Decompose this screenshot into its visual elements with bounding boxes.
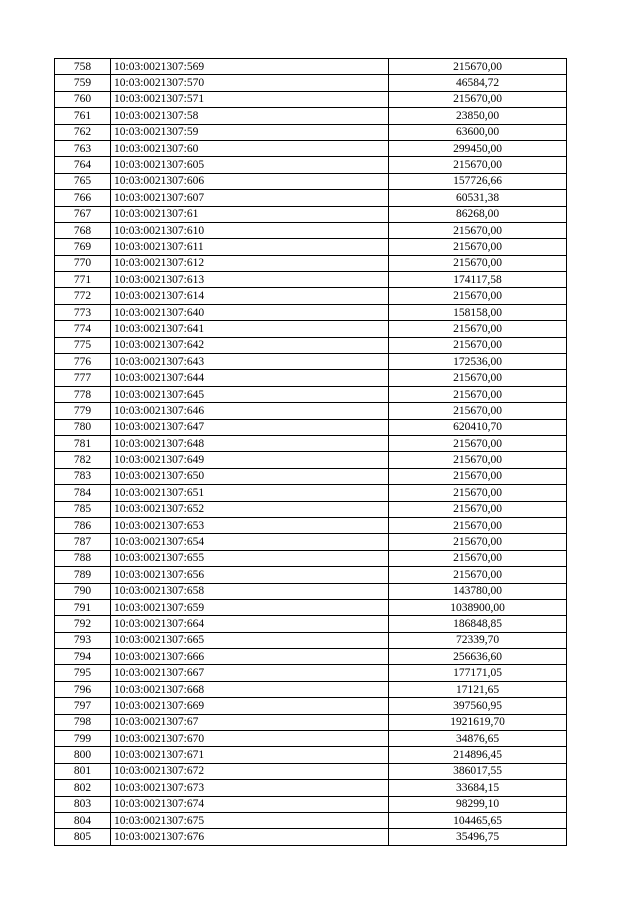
row-number-cell: 791 [55, 599, 111, 615]
row-number-cell: 803 [55, 796, 111, 812]
table-row [55, 419, 567, 435]
table-row [55, 435, 567, 451]
row-number-cell: 782 [55, 452, 111, 468]
row-number-cell: 777 [55, 370, 111, 386]
amount-cell: 86268,00 [389, 206, 567, 222]
amount-cell: 215670,00 [389, 157, 567, 173]
row-number-cell: 802 [55, 780, 111, 796]
cadastral-number-cell: 10:03:0021307:605 [111, 157, 389, 173]
table-row [55, 534, 567, 550]
amount-cell: 104465,65 [389, 812, 567, 828]
cadastral-number-cell: 10:03:0021307:611 [111, 239, 389, 255]
cadastral-number-cell: 10:03:0021307:642 [111, 337, 389, 353]
amount-cell: 1921619,70 [389, 714, 567, 730]
table-row [55, 337, 567, 353]
table-row [55, 616, 567, 632]
table-row [55, 485, 567, 501]
amount-cell: 215670,00 [389, 452, 567, 468]
cadastral-number-cell: 10:03:0021307:664 [111, 616, 389, 632]
cadastral-number-cell: 10:03:0021307:571 [111, 91, 389, 107]
row-number-cell: 801 [55, 763, 111, 779]
row-number-cell: 795 [55, 665, 111, 681]
table-row [55, 829, 567, 845]
cadastral-number-cell: 10:03:0021307:614 [111, 288, 389, 304]
amount-cell: 215670,00 [389, 485, 567, 501]
amount-cell: 386017,55 [389, 763, 567, 779]
row-number-cell: 771 [55, 272, 111, 288]
cadastral-number-cell: 10:03:0021307:59 [111, 124, 389, 140]
amount-cell: 215670,00 [389, 386, 567, 402]
amount-cell: 60531,38 [389, 190, 567, 206]
table-row [55, 190, 567, 206]
amount-cell: 215670,00 [389, 435, 567, 451]
row-number-cell: 759 [55, 75, 111, 91]
table-row [55, 649, 567, 665]
row-number-cell: 805 [55, 829, 111, 845]
cadastral-number-cell: 10:03:0021307:656 [111, 567, 389, 583]
table-row [55, 517, 567, 533]
row-number-cell: 773 [55, 304, 111, 320]
table-row [55, 731, 567, 747]
cadastral-number-cell: 10:03:0021307:647 [111, 419, 389, 435]
cadastral-number-cell: 10:03:0021307:667 [111, 665, 389, 681]
amount-cell: 620410,70 [389, 419, 567, 435]
table-row [55, 140, 567, 156]
amount-cell: 215670,00 [389, 403, 567, 419]
cadastral-number-cell: 10:03:0021307:676 [111, 829, 389, 845]
cadastral-number-cell: 10:03:0021307:671 [111, 747, 389, 763]
row-number-cell: 790 [55, 583, 111, 599]
row-number-cell: 774 [55, 321, 111, 337]
row-number-cell: 796 [55, 681, 111, 697]
amount-cell: 215670,00 [389, 255, 567, 271]
row-number-cell: 766 [55, 190, 111, 206]
row-number-cell: 785 [55, 501, 111, 517]
row-number-cell: 800 [55, 747, 111, 763]
amount-cell: 215670,00 [389, 239, 567, 255]
table-row [55, 288, 567, 304]
table-row [55, 714, 567, 730]
cadastral-number-cell: 10:03:0021307:641 [111, 321, 389, 337]
table-row [55, 304, 567, 320]
amount-cell: 98299,10 [389, 796, 567, 812]
amount-cell: 174117,58 [389, 272, 567, 288]
row-number-cell: 768 [55, 222, 111, 238]
amount-cell: 63600,00 [389, 124, 567, 140]
row-number-cell: 789 [55, 567, 111, 583]
table-row [55, 124, 567, 140]
cadastral-number-cell: 10:03:0021307:570 [111, 75, 389, 91]
row-number-cell: 783 [55, 468, 111, 484]
row-number-cell: 775 [55, 337, 111, 353]
table-row [55, 567, 567, 583]
cadastral-number-cell: 10:03:0021307:607 [111, 190, 389, 206]
amount-cell: 72339,70 [389, 632, 567, 648]
row-number-cell: 779 [55, 403, 111, 419]
row-number-cell: 787 [55, 534, 111, 550]
amount-cell: 34876,65 [389, 731, 567, 747]
table-row [55, 632, 567, 648]
table-row [55, 698, 567, 714]
amount-cell: 215670,00 [389, 91, 567, 107]
table-row [55, 403, 567, 419]
amount-cell: 158158,00 [389, 304, 567, 320]
cadastral-number-cell: 10:03:0021307:652 [111, 501, 389, 517]
row-number-cell: 769 [55, 239, 111, 255]
table-row [55, 272, 567, 288]
table-row [55, 812, 567, 828]
amount-cell: 215670,00 [389, 517, 567, 533]
amount-cell: 177171,05 [389, 665, 567, 681]
amount-cell: 215670,00 [389, 501, 567, 517]
amount-cell: 33684,15 [389, 780, 567, 796]
row-number-cell: 767 [55, 206, 111, 222]
cadastral-number-cell: 10:03:0021307:670 [111, 731, 389, 747]
table-row [55, 599, 567, 615]
amount-cell: 46584,72 [389, 75, 567, 91]
row-number-cell: 781 [55, 435, 111, 451]
table-row [55, 780, 567, 796]
cadastral-number-cell: 10:03:0021307:610 [111, 222, 389, 238]
cadastral-number-cell: 10:03:0021307:654 [111, 534, 389, 550]
table-row [55, 239, 567, 255]
cadastral-number-cell: 10:03:0021307:668 [111, 681, 389, 697]
row-number-cell: 804 [55, 812, 111, 828]
row-number-cell: 770 [55, 255, 111, 271]
amount-cell: 397560,95 [389, 698, 567, 714]
cadastral-number-cell: 10:03:0021307:645 [111, 386, 389, 402]
amount-cell: 35496,75 [389, 829, 567, 845]
cadastral-number-cell: 10:03:0021307:67 [111, 714, 389, 730]
cadastral-number-cell: 10:03:0021307:648 [111, 435, 389, 451]
amount-cell: 215670,00 [389, 550, 567, 566]
table-row [55, 452, 567, 468]
amount-cell: 1038900,00 [389, 599, 567, 615]
table-row [55, 75, 567, 91]
row-number-cell: 793 [55, 632, 111, 648]
cadastral-number-cell: 10:03:0021307:651 [111, 485, 389, 501]
row-number-cell: 764 [55, 157, 111, 173]
cadastral-number-cell: 10:03:0021307:58 [111, 108, 389, 124]
amount-cell: 172536,00 [389, 354, 567, 370]
row-number-cell: 784 [55, 485, 111, 501]
amount-cell: 23850,00 [389, 108, 567, 124]
row-number-cell: 794 [55, 649, 111, 665]
amount-cell: 256636,60 [389, 649, 567, 665]
cadastral-number-cell: 10:03:0021307:569 [111, 59, 389, 75]
table-row [55, 796, 567, 812]
row-number-cell: 798 [55, 714, 111, 730]
row-number-cell: 758 [55, 59, 111, 75]
cadastral-number-cell: 10:03:0021307:613 [111, 272, 389, 288]
cadastral-number-cell: 10:03:0021307:674 [111, 796, 389, 812]
table-row [55, 583, 567, 599]
cadastral-number-cell: 10:03:0021307:659 [111, 599, 389, 615]
cadastral-number-cell: 10:03:0021307:653 [111, 517, 389, 533]
amount-cell: 215670,00 [389, 534, 567, 550]
cadastral-number-cell: 10:03:0021307:658 [111, 583, 389, 599]
row-number-cell: 765 [55, 173, 111, 189]
cadastral-number-cell: 10:03:0021307:646 [111, 403, 389, 419]
amount-cell: 17121,65 [389, 681, 567, 697]
row-number-cell: 797 [55, 698, 111, 714]
row-number-cell: 786 [55, 517, 111, 533]
table-row [55, 108, 567, 124]
amount-cell: 186848,85 [389, 616, 567, 632]
cadastral-number-cell: 10:03:0021307:612 [111, 255, 389, 271]
cadastral-number-cell: 10:03:0021307:666 [111, 649, 389, 665]
amount-cell: 215670,00 [389, 370, 567, 386]
row-number-cell: 772 [55, 288, 111, 304]
table-row [55, 370, 567, 386]
amount-cell: 215670,00 [389, 222, 567, 238]
row-number-cell: 761 [55, 108, 111, 124]
row-number-cell: 760 [55, 91, 111, 107]
cadastral-number-cell: 10:03:0021307:665 [111, 632, 389, 648]
table-row [55, 665, 567, 681]
row-number-cell: 780 [55, 419, 111, 435]
row-number-cell: 762 [55, 124, 111, 140]
table-row [55, 206, 567, 222]
amount-cell: 299450,00 [389, 140, 567, 156]
amount-cell: 143780,00 [389, 583, 567, 599]
table-row [55, 354, 567, 370]
cadastral-number-cell: 10:03:0021307:61 [111, 206, 389, 222]
table-body [55, 59, 567, 846]
cadastral-number-cell: 10:03:0021307:644 [111, 370, 389, 386]
table-row [55, 173, 567, 189]
cadastral-number-cell: 10:03:0021307:649 [111, 452, 389, 468]
cadastral-number-cell: 10:03:0021307:643 [111, 354, 389, 370]
row-number-cell: 763 [55, 140, 111, 156]
cadastral-number-cell: 10:03:0021307:606 [111, 173, 389, 189]
cadastral-number-cell: 10:03:0021307:669 [111, 698, 389, 714]
cadastral-number-cell: 10:03:0021307:650 [111, 468, 389, 484]
amount-cell: 215670,00 [389, 59, 567, 75]
amount-cell: 214896,45 [389, 747, 567, 763]
amount-cell: 215670,00 [389, 321, 567, 337]
table-row [55, 321, 567, 337]
table-row [55, 747, 567, 763]
amount-cell: 157726,66 [389, 173, 567, 189]
table-row [55, 157, 567, 173]
amount-cell: 215670,00 [389, 567, 567, 583]
cadastral-number-cell: 10:03:0021307:640 [111, 304, 389, 320]
cadastral-number-cell: 10:03:0021307:673 [111, 780, 389, 796]
table-row [55, 763, 567, 779]
cadastral-number-cell: 10:03:0021307:655 [111, 550, 389, 566]
table-row [55, 59, 567, 75]
table-row [55, 91, 567, 107]
cadastral-number-cell: 10:03:0021307:672 [111, 763, 389, 779]
table-row [55, 468, 567, 484]
cadastral-number-cell: 10:03:0021307:60 [111, 140, 389, 156]
row-number-cell: 792 [55, 616, 111, 632]
row-number-cell: 778 [55, 386, 111, 402]
table-row [55, 681, 567, 697]
row-number-cell: 799 [55, 731, 111, 747]
amount-cell: 215670,00 [389, 288, 567, 304]
row-number-cell: 776 [55, 354, 111, 370]
table-row [55, 255, 567, 271]
table-row [55, 386, 567, 402]
table-row [55, 501, 567, 517]
amount-cell: 215670,00 [389, 468, 567, 484]
table-row [55, 222, 567, 238]
amount-cell: 215670,00 [389, 337, 567, 353]
cadastral-value-table [54, 58, 567, 846]
cadastral-number-cell: 10:03:0021307:675 [111, 812, 389, 828]
row-number-cell: 788 [55, 550, 111, 566]
table-row [55, 550, 567, 566]
